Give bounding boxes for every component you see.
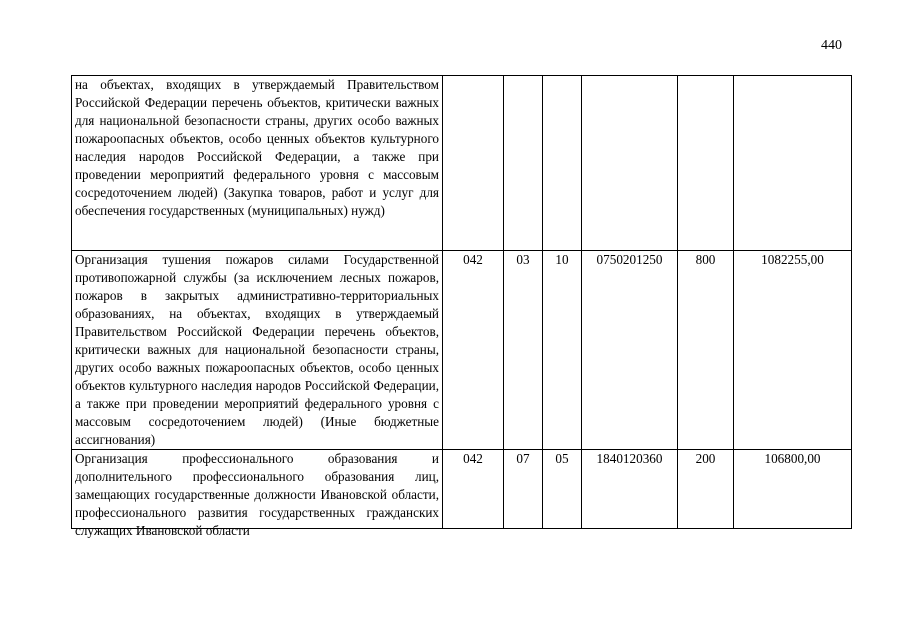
table-row (72, 76, 852, 251)
ministry-code-cell: 042 (443, 450, 504, 529)
expense-type-cell: 200 (678, 450, 734, 529)
row-description-cell (72, 450, 443, 538)
table-row (72, 251, 852, 450)
section-code-cell: 07 (504, 450, 543, 529)
expense-type-cell (678, 76, 734, 251)
section-code-cell: 03 (504, 251, 543, 450)
ministry-code-cell (443, 76, 504, 251)
amount-cell (734, 76, 852, 251)
table-row (72, 450, 852, 529)
section-code-cell (504, 76, 543, 251)
ministry-code-cell: 042 (443, 251, 504, 450)
target-code-cell: 0750201250 (582, 251, 678, 450)
target-code-cell: 1840120360 (582, 450, 678, 529)
row-description: на объектах, входящих в утверждаемый Правительством Российской Федерации перечень объектов, критически важных для национальной безопасности страны, других особо важных пожароопасных объектов, особо ценных объектов культурного наследия народов Российской Федерации, а также при проведении мероприятий федерального уровня с массовым сосредоточением людей) (Закупка товаров, работ и услуг для обеспечения государственных (муниципальных) нужд) (72, 76, 443, 251)
amount-cell: 106800,00 (734, 450, 852, 529)
subsection-code-cell: 05 (543, 450, 582, 529)
page-number: 440 (821, 38, 842, 53)
target-code-cell (582, 76, 678, 251)
subsection-code-cell: 10 (543, 251, 582, 450)
expense-type-cell: 800 (678, 251, 734, 450)
subsection-code-cell (543, 76, 582, 251)
row-description: Организация тушения пожаров силами Государственной противопожарной службы (за исключением лесных пожаров, пожаров в закрытых административно-территориальных образованиях, на объектах, входящих в утверждаемый Правительством Российской Федерации перечень объектов, критически важных для национальной безопасности страны, других особо важных пожароопасных объектов, особо ценных объектов культурного наследия народов Российской Федерации, а также при проведении мероприятий федерального уровня с массовым сосредоточением людей) (Иные бюджетные ассигнования) (72, 251, 443, 450)
budget-table (71, 75, 852, 538)
row-description: Организация профессионального образования и дополнительного профессионального образования лиц, замещающих государственные должности Ивановской области, профессионального развития государственных гражданских служащих Ивановской области (75, 451, 439, 538)
amount-cell: 1082255,00 (734, 251, 852, 450)
